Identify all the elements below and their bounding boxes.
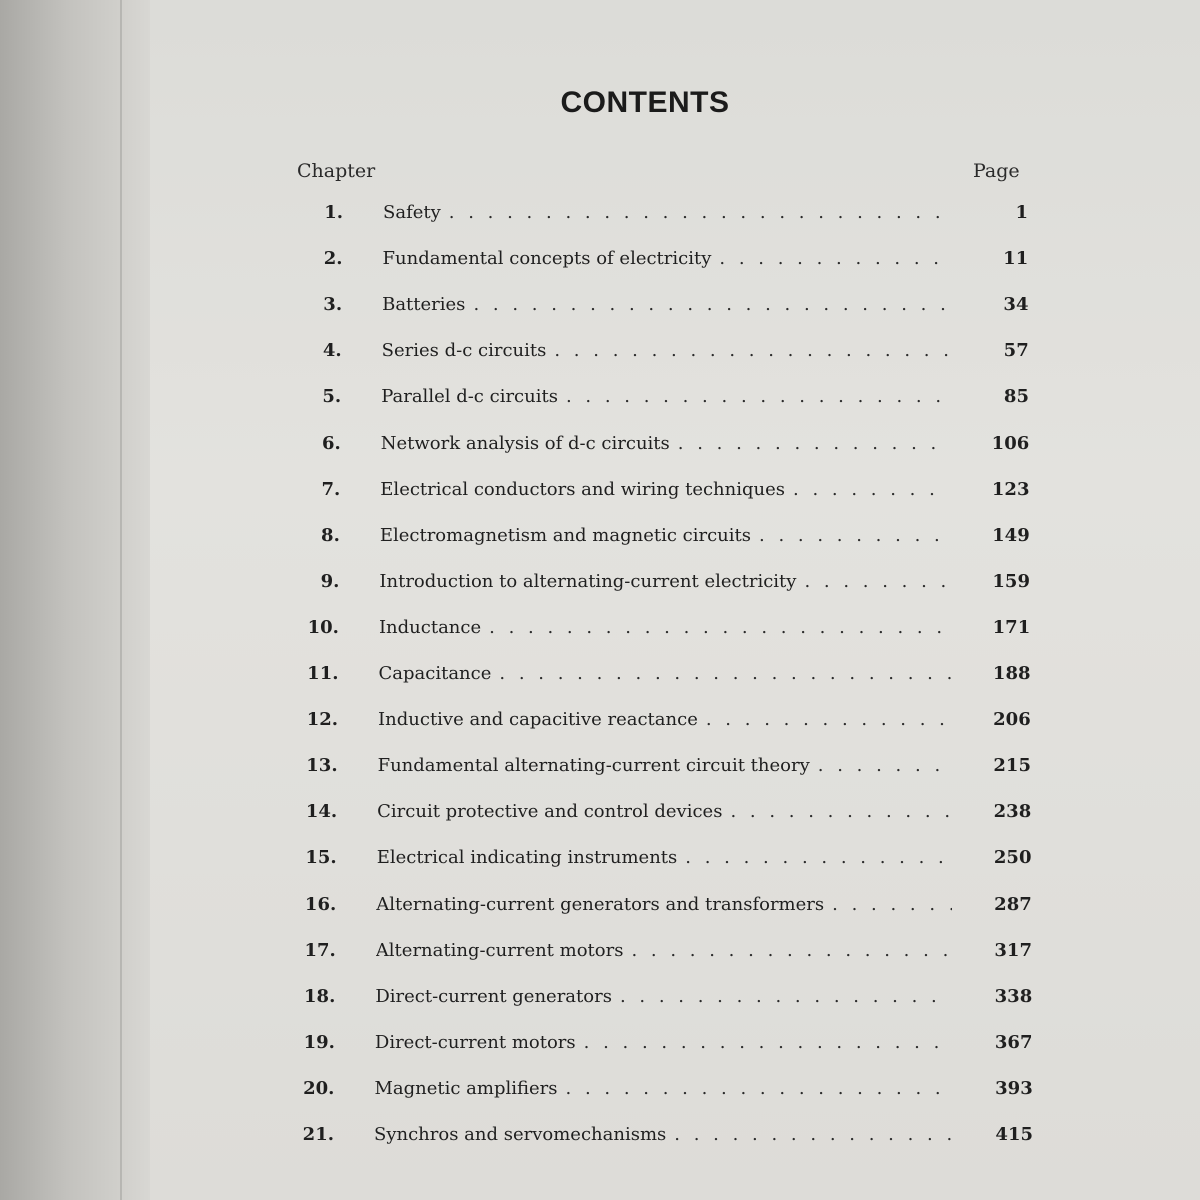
page-number: 149 [992,524,1030,546]
chapter-entry [377,847,952,868]
chapter-title: Introduction to alternating-current electricity [379,570,797,592]
chapter-number: 19. [303,1031,335,1053]
chapter-number: 11. [307,663,339,684]
toc-entry [280,479,1029,509]
chapter-entry [374,1078,952,1099]
chapter-title: Fundamental alternating-current circuit theory [377,755,810,777]
chapter-number: 20. [303,1077,335,1099]
toc-entry [277,801,1031,831]
page-number: 11 [1003,248,1029,270]
page-number: 415 [995,1124,1033,1145]
dot-leader [818,755,951,776]
chapter-title: Direct-current generators [375,985,612,1007]
dot-leader [620,986,952,1007]
page-number: 287 [994,893,1032,915]
chapter-entry [376,894,952,915]
dot-leader [584,1032,953,1053]
chapter-number: 18. [304,985,336,1007]
dot-leader [473,294,948,315]
toc-entry [283,248,1029,278]
page-number: 188 [992,663,1031,684]
page-number: 393 [995,1077,1033,1099]
chapter-entry [379,663,951,684]
chapter-number: 4. [322,340,342,362]
chapter-entry [378,709,951,730]
page-number: 367 [994,1031,1033,1053]
dot-leader [631,940,952,961]
chapter-number: 15. [305,847,337,869]
dot-leader [804,571,950,592]
dot-leader [793,479,949,500]
chapter-number: 9. [320,570,340,592]
toc-entry [275,1032,1033,1062]
toc-entry [282,294,1028,324]
chapter-title: Inductance [378,616,482,638]
page-number: 159 [992,570,1030,592]
chapter-title: Batteries [382,294,466,316]
page-number: 123 [991,478,1030,500]
chapter-entry [375,1032,953,1053]
chapter-number: 12. [306,709,339,731]
page-number: 338 [994,985,1033,1007]
chapter-number: 14. [305,801,338,823]
toc-entry [279,663,1031,693]
chapter-title: Electrical indicating instruments [376,847,678,869]
page-number: 106 [991,432,1030,454]
toc-entry [277,847,1032,877]
toc-entry [276,894,1032,924]
chapter-title: Inductive and capacitive reactance [378,709,698,731]
page-edge [120,0,122,1200]
binding-gutter-shadow [0,0,150,1200]
chapter-column-header: Chapter [297,160,376,182]
page-number: 317 [994,939,1032,961]
dot-leader [706,709,951,730]
toc-entry [274,1124,1033,1154]
chapter-number: 7. [321,478,341,500]
page-number: 238 [993,801,1032,823]
dot-leader [674,1124,953,1145]
toc-entry [276,940,1032,970]
toc-entry [280,525,1030,555]
toc-entry [274,1078,1032,1108]
chapter-entry [382,340,949,361]
toc-entry [279,571,1030,601]
page-title: CONTENTS [560,86,730,119]
page-number: 1 [1015,202,1028,223]
chapter-number: 6. [321,432,341,454]
dot-leader [719,248,948,269]
page-number: 206 [993,709,1031,731]
chapter-title: Safety [383,202,441,223]
toc-entry [283,202,1028,232]
chapter-title: Alternating-current generators and transformers [376,893,825,915]
chapter-title: Series d-c circuits [381,340,547,362]
chapter-entry [381,433,950,454]
chapter-entry [376,940,952,961]
dot-leader [554,340,948,361]
chapter-number: 17. [304,939,336,961]
chapter-entry [380,479,949,500]
page-number: 85 [1003,386,1029,408]
chapter-title: Network analysis of d-c circuits [380,432,670,454]
chapter-number: 16. [304,893,337,915]
page-number: 171 [992,616,1031,638]
chapter-entry [383,202,948,223]
chapter-entry [383,248,949,269]
chapter-entry [382,294,948,315]
page-number: 57 [1003,340,1029,362]
chapter-title: Circuit protective and control devices [377,801,723,823]
chapter-number: 10. [307,616,339,638]
chapter-title: Magnetic amplifiers [374,1077,558,1099]
toc-entry [278,755,1031,785]
chapter-title: Alternating-current motors [375,939,624,961]
dot-leader [730,801,951,822]
dot-leader [832,894,952,915]
toc-entry [282,340,1029,370]
chapter-entry [379,571,950,592]
chapter-entry [374,1124,953,1145]
chapter-entry [380,525,950,546]
dot-leader [449,202,948,223]
chapter-title: Capacitance [378,663,492,684]
dot-leader [499,663,950,684]
chapter-entry [375,986,952,1007]
toc-entry [281,433,1030,463]
chapter-title: Synchros and servomechanisms [374,1124,667,1145]
chapter-title: Direct-current motors [374,1031,576,1053]
dot-leader [685,847,951,868]
toc-entry [278,709,1031,739]
chapter-entry [378,755,951,776]
chapter-number: 13. [306,755,338,777]
chapter-entry [381,386,949,407]
dot-leader [566,1078,953,1099]
dot-leader [566,386,949,407]
page-number: 215 [993,755,1031,777]
chapter-entry [379,617,950,638]
toc-entry [275,986,1032,1016]
dot-leader [759,525,950,546]
toc-entry [281,386,1029,416]
toc-entry [279,617,1030,647]
chapter-number: 3. [323,294,343,316]
page-column-header: Page [973,160,1020,182]
page-number: 250 [993,847,1032,869]
chapter-number: 8. [321,524,340,546]
chapter-number: 21. [302,1124,334,1145]
chapter-number: 5. [322,386,342,408]
dot-leader [678,433,949,454]
chapter-title: Fundamental concepts of electricity [382,248,712,270]
chapter-number: 2. [323,248,343,270]
chapter-title: Electromagnetism and magnetic circuits [379,524,752,546]
chapter-title: Electrical conductors and wiring techniques [380,478,785,500]
chapter-title: Parallel d-c circuits [381,386,558,408]
dot-leader [489,617,950,638]
chapter-entry [377,801,951,822]
chapter-number: 1. [324,202,343,223]
page-number: 34 [1003,294,1029,316]
